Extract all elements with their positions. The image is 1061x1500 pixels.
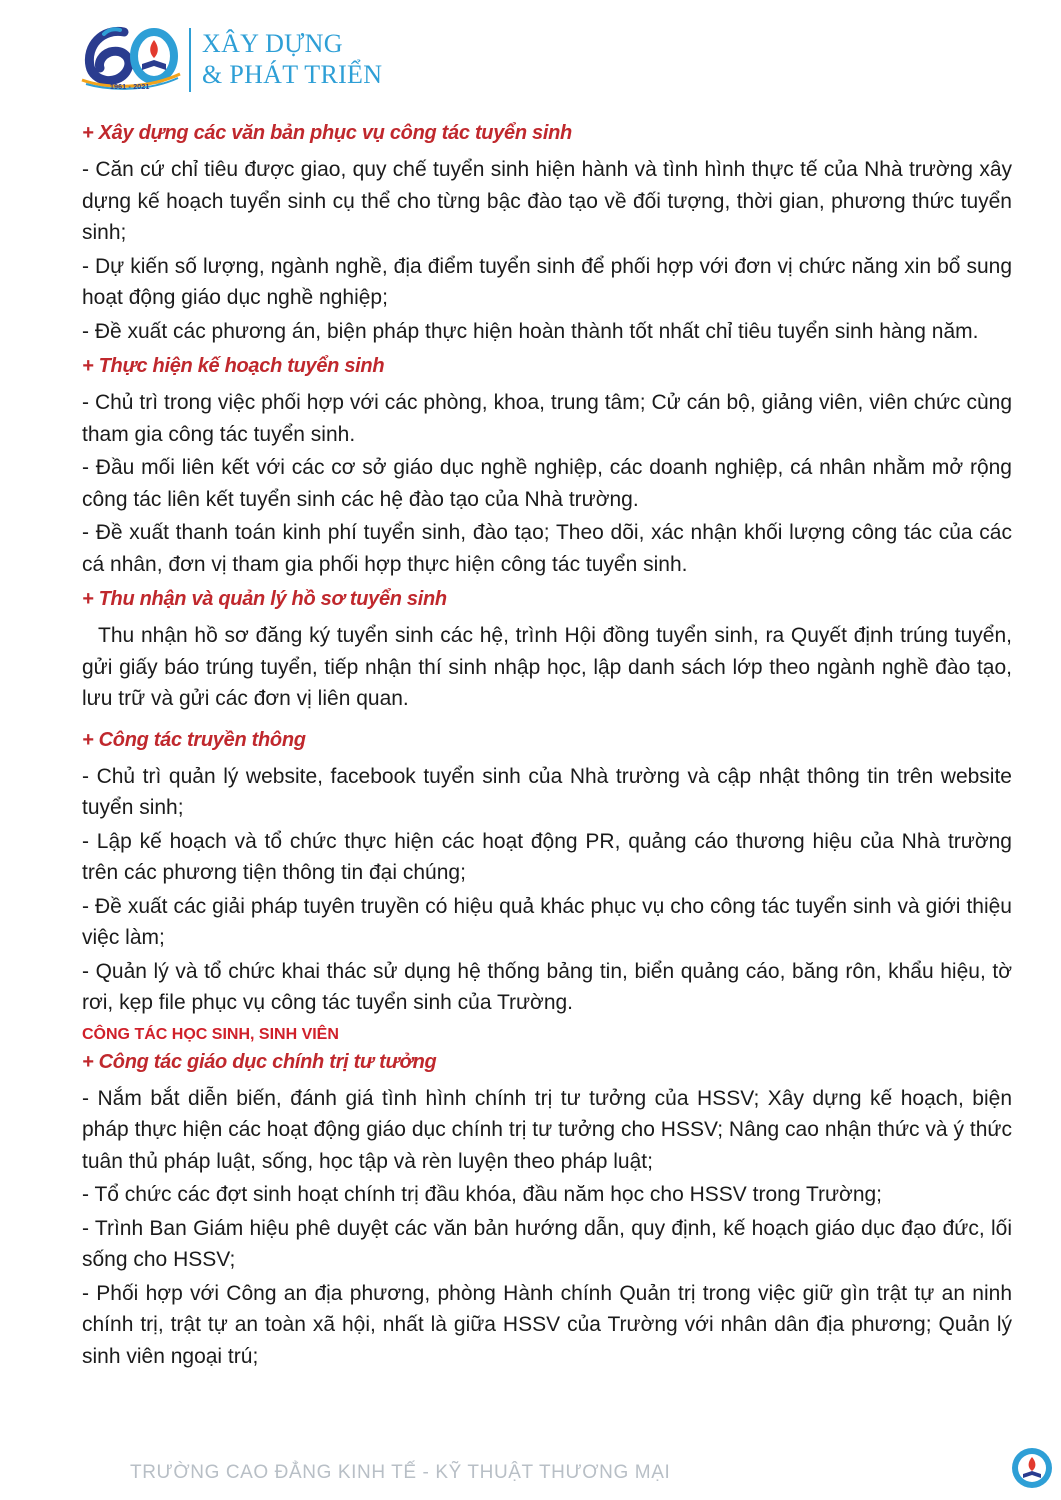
page-header: [80, 24, 480, 96]
section-title-admission-records: + Thu nhận và quản lý hồ sơ tuyển sinh: [82, 588, 447, 610]
paragraph: - Tổ chức các đợt sinh hoạt chính trị đầu khóa, đầu năm học cho HSSV trong Trường;: [82, 1183, 883, 1206]
paragraph: - Trình Ban Giám hiệu phê duyệt các văn bản hướng dẫn, quy định, kế hoạch giáo dục đạo đức, lối sống cho HSSV;: [82, 1216, 1012, 1271]
section-title-admission-plan: + Thực hiện kế hoạch tuyển sinh: [82, 355, 385, 377]
logo-years-label: 1961 - 2021: [110, 84, 150, 91]
paragraph: Thu nhận hồ sơ đăng ký tuyển sinh các hệ, trình Hội đồng tuyển sinh, ra Quyết định trúng tuyển, gửi giấy báo trúng tuyển, tiếp nhận thí sinh nhập học, lập danh sách lớp theo ngành nghề đào tạo, lưu trữ và gửi các đơn vị liên quan.: [82, 624, 1012, 710]
paragraph: - Đề xuất các phương án, biện pháp thực hiện hoàn thành tốt nhất chỉ tiêu tuyển sinh hàng năm.: [82, 319, 979, 343]
paragraph: - Nắm bắt diễn biến, đánh giá tình hình chính trị tư tưởng của HSSV; Xây dựng kế hoạch, biện pháp thực hiện các hoạt động giáo dục chính trị tư tưởng cho HSSV; Nâng cao nhận thức và ý thức tuân thủ pháp luật, sống, học tập và rèn luyện theo pháp luật;: [82, 1086, 1012, 1173]
paragraph: - Chủ trì trong việc phối hợp với các phòng, khoa, trung tâm; Cử cán bộ, giảng viên, viên chức cùng tham gia công tác tuyển sinh.: [82, 391, 1012, 446]
chapter-title-student-affairs: CÔNG TÁC HỌC SINH, SINH VIÊN: [82, 1025, 339, 1043]
document-body: [82, 120, 1012, 1374]
anniversary-60-logo: [80, 24, 184, 92]
header-title-line-1: XÂY DỰNG: [202, 29, 343, 58]
paragraph: - Chủ trì quản lý website, facebook tuyển sinh của Nhà trường và cập nhật thông tin trên website tuyển sinh;: [82, 764, 1012, 819]
header-divider: [189, 28, 191, 92]
paragraph: - Dự kiến số lượng, ngành nghề, địa điểm tuyển sinh để phối hợp với đơn vị chức năng xin bổ sung hoạt động giáo dục nghề nghiệp;: [82, 254, 1012, 309]
paragraph: - Đề xuất thanh toán kinh phí tuyển sinh, đào tạo; Theo dõi, xác nhận khối lượng công tác của các cá nhân, đơn vị tham gia phối hợp thực hiện công tác tuyển sinh.: [82, 521, 1012, 576]
section-title-admission-documents: + Xây dựng các văn bản phục vụ công tác tuyển sinh: [82, 122, 572, 144]
paragraph: - Đề xuất các giải pháp tuyên truyền có hiệu quả khác phục vụ cho công tác tuyển sinh và giới thiệu việc làm;: [82, 894, 1012, 949]
paragraph: - Căn cứ chỉ tiêu được giao, quy chế tuyển sinh hiện hành và tình hình thực tế của Nhà trường xây dựng kế hoạch tuyển sinh cụ thể cho từng bậc đào tạo về đối tượng, thời gian, phương thức tuyển sinh;: [82, 158, 1012, 244]
section-title-communication: + Công tác truyền thông: [82, 728, 306, 751]
footer-school-name: TRƯỜNG CAO ĐẲNG KINH TẾ - KỸ THUẬT THƯƠNG MẠI: [130, 1462, 671, 1483]
paragraph: - Lập kế hoạch và tổ chức thực hiện các hoạt động PR, quảng cáo thương hiệu của Nhà trường trên các phương tiện thông tin đại chúng;: [82, 829, 1012, 884]
paragraph: - Đầu mối liên kết với các cơ sở giáo dục nghề nghiệp, các doanh nghiệp, cá nhân nhằm mở rộng công tác liên kết tuyển sinh các hệ đào tạo của Nhà trường.: [82, 456, 1012, 511]
section-title-political-education: + Công tác giáo dục chính trị tư tưởng: [82, 1050, 437, 1073]
paragraph: - Phối hợp với Công an địa phương, phòng Hành chính Quản trị trong việc giữ gìn trật tự an ninh chính trị, trật tự an toàn xã hội, nhất là giữa HSSV của Trường với nhân dân địa phương; Quản lý sinh viên ngoại trú;: [82, 1281, 1012, 1368]
school-seal-icon: [1010, 1446, 1054, 1490]
header-title-line-2: & PHÁT TRIỂN: [202, 60, 383, 89]
header-title: [202, 28, 382, 90]
paragraph: - Quản lý và tổ chức khai thác sử dụng hệ thống bảng tin, biển quảng cáo, băng rôn, khẩu hiệu, tờ rơi, kẹp file phục vụ công tác tuyển sinh của Trường.: [82, 959, 1012, 1014]
